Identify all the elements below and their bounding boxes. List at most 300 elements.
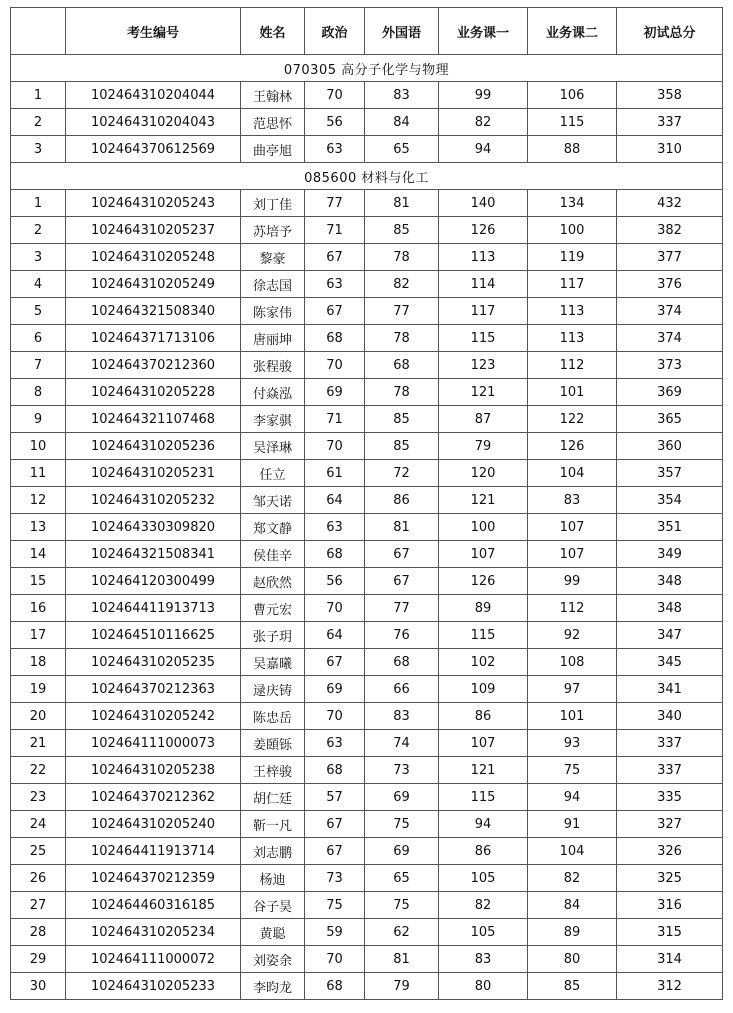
cell-subject-2: 97 (528, 676, 617, 703)
header-row (11, 8, 723, 55)
cell-name: 杨迪 (241, 865, 305, 892)
cell-candidate-id: 102464370612569 (66, 136, 241, 163)
cell-total: 341 (617, 676, 723, 703)
table-row (11, 676, 723, 703)
cell-name: 陈家伟 (241, 298, 305, 325)
cell-candidate-id: 102464310205240 (66, 811, 241, 838)
cell-candidate-id: 102464411913714 (66, 838, 241, 865)
cell-foreign-language: 86 (365, 487, 439, 514)
cell-subject-1: 100 (439, 514, 528, 541)
cell-total: 337 (617, 109, 723, 136)
table-row (11, 784, 723, 811)
cell-index: 10 (11, 433, 66, 460)
col-header-subject-2: 业务课二 (528, 8, 617, 55)
cell-politics: 69 (305, 676, 365, 703)
cell-subject-2: 94 (528, 784, 617, 811)
cell-subject-2: 122 (528, 406, 617, 433)
cell-candidate-id: 102464321508340 (66, 298, 241, 325)
cell-total: 326 (617, 838, 723, 865)
table-row (11, 325, 723, 352)
cell-politics: 70 (305, 703, 365, 730)
cell-subject-1: 121 (439, 487, 528, 514)
cell-subject-1: 86 (439, 703, 528, 730)
cell-total: 351 (617, 514, 723, 541)
table-row (11, 838, 723, 865)
table-row (11, 271, 723, 298)
cell-total: 382 (617, 217, 723, 244)
cell-index: 1 (11, 82, 66, 109)
cell-index: 14 (11, 541, 66, 568)
cell-politics: 63 (305, 730, 365, 757)
cell-total: 316 (617, 892, 723, 919)
cell-index: 2 (11, 217, 66, 244)
cell-total: 310 (617, 136, 723, 163)
cell-candidate-id: 102464111000073 (66, 730, 241, 757)
cell-subject-1: 83 (439, 946, 528, 973)
table-row (11, 757, 723, 784)
cell-subject-2: 117 (528, 271, 617, 298)
table-row (11, 244, 723, 271)
cell-total: 365 (617, 406, 723, 433)
table-row (11, 892, 723, 919)
table-row (11, 406, 723, 433)
cell-politics: 68 (305, 973, 365, 1000)
cell-index: 4 (11, 271, 66, 298)
cell-index: 8 (11, 379, 66, 406)
cell-index: 22 (11, 757, 66, 784)
cell-politics: 67 (305, 838, 365, 865)
cell-subject-2: 101 (528, 379, 617, 406)
table-row (11, 622, 723, 649)
cell-candidate-id: 102464310205236 (66, 433, 241, 460)
cell-politics: 63 (305, 514, 365, 541)
cell-index: 16 (11, 595, 66, 622)
cell-index: 11 (11, 460, 66, 487)
section-header-row (11, 55, 723, 82)
cell-subject-1: 87 (439, 406, 528, 433)
cell-subject-1: 121 (439, 757, 528, 784)
cell-foreign-language: 67 (365, 568, 439, 595)
cell-subject-2: 106 (528, 82, 617, 109)
cell-foreign-language: 81 (365, 514, 439, 541)
table-row (11, 865, 723, 892)
cell-total: 337 (617, 757, 723, 784)
cell-index: 17 (11, 622, 66, 649)
cell-subject-2: 104 (528, 838, 617, 865)
cell-name: 姜頣铄 (241, 730, 305, 757)
cell-name: 黎豪 (241, 244, 305, 271)
cell-name: 刘姿余 (241, 946, 305, 973)
cell-index: 5 (11, 298, 66, 325)
table-row (11, 649, 723, 676)
cell-total: 335 (617, 784, 723, 811)
cell-politics: 63 (305, 271, 365, 298)
table-row (11, 568, 723, 595)
cell-foreign-language: 65 (365, 865, 439, 892)
table-row (11, 487, 723, 514)
cell-politics: 57 (305, 784, 365, 811)
table-row (11, 541, 723, 568)
cell-candidate-id: 102464370212363 (66, 676, 241, 703)
cell-name: 李家骐 (241, 406, 305, 433)
cell-foreign-language: 73 (365, 757, 439, 784)
cell-foreign-language: 74 (365, 730, 439, 757)
cell-subject-2: 99 (528, 568, 617, 595)
cell-foreign-language: 62 (365, 919, 439, 946)
cell-total: 360 (617, 433, 723, 460)
cell-foreign-language: 85 (365, 406, 439, 433)
cell-candidate-id: 102464330309820 (66, 514, 241, 541)
cell-politics: 67 (305, 649, 365, 676)
cell-subject-2: 104 (528, 460, 617, 487)
cell-total: 345 (617, 649, 723, 676)
cell-subject-1: 105 (439, 865, 528, 892)
cell-foreign-language: 77 (365, 595, 439, 622)
table-row (11, 973, 723, 1000)
cell-name: 刘丁佳 (241, 190, 305, 217)
cell-index: 7 (11, 352, 66, 379)
cell-index: 1 (11, 190, 66, 217)
cell-foreign-language: 78 (365, 325, 439, 352)
col-header-name: 姓名 (241, 8, 305, 55)
cell-subject-1: 102 (439, 649, 528, 676)
cell-subject-2: 75 (528, 757, 617, 784)
cell-index: 12 (11, 487, 66, 514)
cell-subject-2: 80 (528, 946, 617, 973)
col-header-politics: 政治 (305, 8, 365, 55)
cell-foreign-language: 78 (365, 379, 439, 406)
cell-subject-1: 107 (439, 730, 528, 757)
cell-index: 18 (11, 649, 66, 676)
cell-name: 靳一凡 (241, 811, 305, 838)
cell-name: 曲亭旭 (241, 136, 305, 163)
cell-name: 李昀龙 (241, 973, 305, 1000)
cell-subject-1: 120 (439, 460, 528, 487)
table-row (11, 379, 723, 406)
cell-politics: 67 (305, 811, 365, 838)
cell-total: 337 (617, 730, 723, 757)
cell-politics: 71 (305, 406, 365, 433)
cell-subject-2: 112 (528, 595, 617, 622)
table-row (11, 109, 723, 136)
cell-candidate-id: 102464321508341 (66, 541, 241, 568)
cell-candidate-id: 102464310204044 (66, 82, 241, 109)
cell-foreign-language: 84 (365, 109, 439, 136)
cell-foreign-language: 79 (365, 973, 439, 1000)
cell-subject-1: 117 (439, 298, 528, 325)
cell-total: 377 (617, 244, 723, 271)
cell-total: 432 (617, 190, 723, 217)
table-row (11, 811, 723, 838)
cell-politics: 68 (305, 757, 365, 784)
cell-subject-1: 94 (439, 811, 528, 838)
table-row (11, 595, 723, 622)
cell-index: 27 (11, 892, 66, 919)
cell-name: 刘志鹏 (241, 838, 305, 865)
cell-candidate-id: 102464310205242 (66, 703, 241, 730)
cell-politics: 77 (305, 190, 365, 217)
cell-index: 15 (11, 568, 66, 595)
cell-total: 347 (617, 622, 723, 649)
cell-politics: 70 (305, 946, 365, 973)
cell-subject-2: 93 (528, 730, 617, 757)
cell-name: 王梓骏 (241, 757, 305, 784)
cell-subject-2: 119 (528, 244, 617, 271)
cell-politics: 70 (305, 352, 365, 379)
table-row (11, 82, 723, 109)
cell-foreign-language: 69 (365, 784, 439, 811)
cell-foreign-language: 85 (365, 217, 439, 244)
col-header-subject-1: 业务课一 (439, 8, 528, 55)
cell-name: 侯佳辛 (241, 541, 305, 568)
cell-foreign-language: 67 (365, 541, 439, 568)
cell-subject-2: 89 (528, 919, 617, 946)
cell-index: 6 (11, 325, 66, 352)
cell-total: 340 (617, 703, 723, 730)
cell-index: 3 (11, 136, 66, 163)
cell-subject-1: 123 (439, 352, 528, 379)
cell-subject-1: 121 (439, 379, 528, 406)
cell-index: 29 (11, 946, 66, 973)
table-row (11, 190, 723, 217)
cell-subject-2: 115 (528, 109, 617, 136)
cell-politics: 59 (305, 919, 365, 946)
cell-index: 13 (11, 514, 66, 541)
col-header-candidate-id: 考生编号 (66, 8, 241, 55)
cell-candidate-id: 102464321107468 (66, 406, 241, 433)
cell-candidate-id: 102464310205243 (66, 190, 241, 217)
cell-total: 376 (617, 271, 723, 298)
cell-subject-2: 113 (528, 325, 617, 352)
cell-politics: 56 (305, 109, 365, 136)
cell-foreign-language: 81 (365, 190, 439, 217)
cell-candidate-id: 102464371713106 (66, 325, 241, 352)
cell-subject-2: 100 (528, 217, 617, 244)
cell-total: 348 (617, 568, 723, 595)
cell-candidate-id: 102464310205232 (66, 487, 241, 514)
cell-foreign-language: 69 (365, 838, 439, 865)
cell-name: 王翰林 (241, 82, 305, 109)
cell-subject-2: 107 (528, 541, 617, 568)
cell-total: 374 (617, 298, 723, 325)
cell-subject-1: 79 (439, 433, 528, 460)
cell-subject-2: 101 (528, 703, 617, 730)
cell-total: 315 (617, 919, 723, 946)
cell-index: 21 (11, 730, 66, 757)
table-row (11, 136, 723, 163)
cell-candidate-id: 102464310205228 (66, 379, 241, 406)
cell-subject-1: 126 (439, 217, 528, 244)
cell-subject-2: 84 (528, 892, 617, 919)
cell-candidate-id: 102464411913713 (66, 595, 241, 622)
table-row (11, 703, 723, 730)
cell-politics: 68 (305, 325, 365, 352)
cell-candidate-id: 102464460316185 (66, 892, 241, 919)
cell-politics: 70 (305, 595, 365, 622)
cell-name: 徐志国 (241, 271, 305, 298)
cell-politics: 71 (305, 217, 365, 244)
cell-subject-1: 80 (439, 973, 528, 1000)
cell-subject-1: 140 (439, 190, 528, 217)
cell-index: 9 (11, 406, 66, 433)
cell-subject-2: 107 (528, 514, 617, 541)
cell-candidate-id: 102464120300499 (66, 568, 241, 595)
cell-candidate-id: 102464370212362 (66, 784, 241, 811)
cell-index: 20 (11, 703, 66, 730)
cell-subject-2: 88 (528, 136, 617, 163)
cell-name: 黄聪 (241, 919, 305, 946)
cell-subject-1: 105 (439, 919, 528, 946)
cell-politics: 75 (305, 892, 365, 919)
cell-politics: 67 (305, 298, 365, 325)
cell-candidate-id: 102464310205238 (66, 757, 241, 784)
cell-subject-1: 114 (439, 271, 528, 298)
cell-name: 付焱泓 (241, 379, 305, 406)
section-title: 085600 材料与化工 (11, 163, 723, 190)
cell-name: 赵欣然 (241, 568, 305, 595)
cell-politics: 64 (305, 487, 365, 514)
cell-index: 28 (11, 919, 66, 946)
cell-politics: 61 (305, 460, 365, 487)
cell-politics: 70 (305, 82, 365, 109)
cell-politics: 70 (305, 433, 365, 460)
cell-index: 26 (11, 865, 66, 892)
cell-candidate-id: 102464111000072 (66, 946, 241, 973)
col-header-index (11, 8, 66, 55)
section-header-row (11, 163, 723, 190)
cell-foreign-language: 83 (365, 703, 439, 730)
table-row (11, 946, 723, 973)
cell-subject-2: 83 (528, 487, 617, 514)
cell-name: 逯庆铸 (241, 676, 305, 703)
table-row (11, 514, 723, 541)
cell-subject-1: 113 (439, 244, 528, 271)
cell-total: 369 (617, 379, 723, 406)
cell-index: 19 (11, 676, 66, 703)
cell-name: 张子玥 (241, 622, 305, 649)
table-row (11, 919, 723, 946)
cell-name: 范思怀 (241, 109, 305, 136)
table-row (11, 433, 723, 460)
cell-index: 30 (11, 973, 66, 1000)
cell-name: 陈忠岳 (241, 703, 305, 730)
cell-foreign-language: 82 (365, 271, 439, 298)
section-title: 070305 高分子化学与物理 (11, 55, 723, 82)
cell-subject-1: 86 (439, 838, 528, 865)
cell-foreign-language: 72 (365, 460, 439, 487)
cell-total: 373 (617, 352, 723, 379)
score-table (10, 7, 723, 1000)
cell-name: 任立 (241, 460, 305, 487)
cell-subject-1: 109 (439, 676, 528, 703)
cell-total: 314 (617, 946, 723, 973)
cell-name: 郑文静 (241, 514, 305, 541)
cell-name: 谷子昊 (241, 892, 305, 919)
cell-politics: 63 (305, 136, 365, 163)
cell-subject-2: 92 (528, 622, 617, 649)
cell-subject-1: 115 (439, 784, 528, 811)
cell-total: 357 (617, 460, 723, 487)
cell-name: 邹天诺 (241, 487, 305, 514)
cell-index: 2 (11, 109, 66, 136)
cell-candidate-id: 102464310205235 (66, 649, 241, 676)
cell-subject-1: 89 (439, 595, 528, 622)
table-row (11, 730, 723, 757)
cell-subject-1: 82 (439, 109, 528, 136)
cell-candidate-id: 102464310205237 (66, 217, 241, 244)
cell-candidate-id: 102464310205234 (66, 919, 241, 946)
cell-index: 24 (11, 811, 66, 838)
cell-foreign-language: 75 (365, 811, 439, 838)
cell-politics: 73 (305, 865, 365, 892)
cell-foreign-language: 83 (365, 82, 439, 109)
cell-name: 胡仁廷 (241, 784, 305, 811)
cell-total: 354 (617, 487, 723, 514)
cell-subject-1: 99 (439, 82, 528, 109)
cell-subject-2: 134 (528, 190, 617, 217)
table-row (11, 298, 723, 325)
cell-name: 吴嘉曦 (241, 649, 305, 676)
table-body (11, 55, 723, 1000)
cell-subject-1: 126 (439, 568, 528, 595)
cell-total: 349 (617, 541, 723, 568)
cell-subject-2: 108 (528, 649, 617, 676)
cell-subject-1: 115 (439, 622, 528, 649)
cell-subject-2: 82 (528, 865, 617, 892)
cell-total: 312 (617, 973, 723, 1000)
cell-candidate-id: 102464310204043 (66, 109, 241, 136)
cell-politics: 67 (305, 244, 365, 271)
cell-foreign-language: 78 (365, 244, 439, 271)
cell-subject-1: 107 (439, 541, 528, 568)
cell-total: 358 (617, 82, 723, 109)
cell-foreign-language: 85 (365, 433, 439, 460)
cell-foreign-language: 68 (365, 649, 439, 676)
cell-index: 23 (11, 784, 66, 811)
cell-politics: 69 (305, 379, 365, 406)
cell-candidate-id: 102464370212360 (66, 352, 241, 379)
cell-total: 348 (617, 595, 723, 622)
cell-subject-1: 94 (439, 136, 528, 163)
cell-candidate-id: 102464510116625 (66, 622, 241, 649)
cell-subject-2: 113 (528, 298, 617, 325)
table-row (11, 352, 723, 379)
cell-subject-2: 91 (528, 811, 617, 838)
cell-name: 张程骏 (241, 352, 305, 379)
cell-subject-2: 85 (528, 973, 617, 1000)
cell-foreign-language: 75 (365, 892, 439, 919)
cell-candidate-id: 102464310205233 (66, 973, 241, 1000)
cell-index: 3 (11, 244, 66, 271)
cell-candidate-id: 102464310205249 (66, 271, 241, 298)
cell-candidate-id: 102464370212359 (66, 865, 241, 892)
cell-total: 325 (617, 865, 723, 892)
cell-name: 吴泽琳 (241, 433, 305, 460)
cell-foreign-language: 77 (365, 298, 439, 325)
cell-subject-1: 82 (439, 892, 528, 919)
cell-candidate-id: 102464310205248 (66, 244, 241, 271)
table-row (11, 460, 723, 487)
cell-politics: 68 (305, 541, 365, 568)
cell-foreign-language: 81 (365, 946, 439, 973)
cell-name: 唐丽坤 (241, 325, 305, 352)
col-header-foreign-language: 外国语 (365, 8, 439, 55)
cell-index: 25 (11, 838, 66, 865)
col-header-total: 初试总分 (617, 8, 723, 55)
cell-candidate-id: 102464310205231 (66, 460, 241, 487)
cell-foreign-language: 76 (365, 622, 439, 649)
cell-foreign-language: 66 (365, 676, 439, 703)
